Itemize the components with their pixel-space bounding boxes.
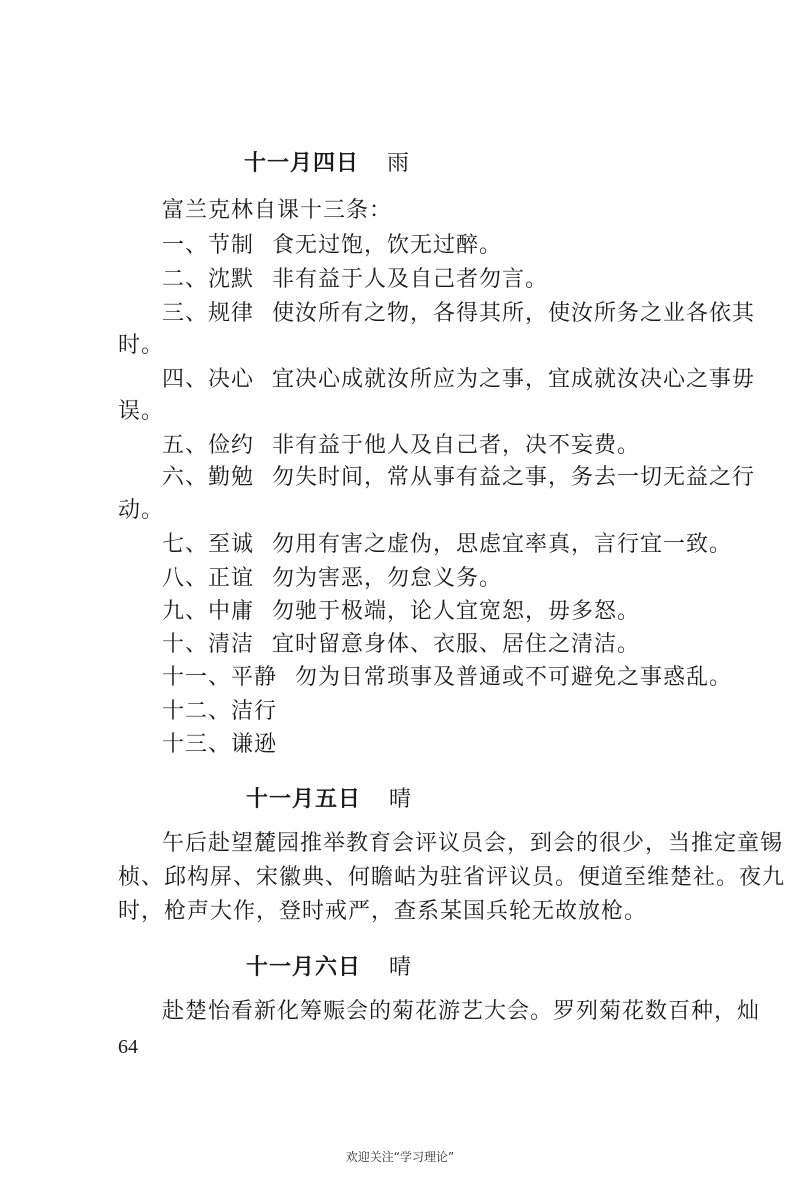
virtue-desc: 食无过饱，饮无过醉。 xyxy=(272,233,503,258)
virtue-desc: 非有益于人及自己者勿言。 xyxy=(272,267,549,292)
virtue-item xyxy=(162,660,732,691)
virtue-item xyxy=(162,727,277,758)
virtue-label: 六、勤勉 xyxy=(162,465,255,490)
virtue-desc: 勿失时间，常从事有益之事，务去一切无益之行 xyxy=(272,465,756,490)
virtue-desc: 勿为害恶，勿怠义务。 xyxy=(272,566,503,591)
virtue-item xyxy=(162,594,640,625)
virtue-item xyxy=(162,561,502,592)
virtue-continuation: 动。 xyxy=(118,498,165,523)
virtue-continuation: 时。 xyxy=(118,333,165,358)
virtue-continuation: 误。 xyxy=(118,399,165,424)
virtue-item xyxy=(162,296,755,327)
paragraph-line: 午后赴望麓园推举教育会评议员会，到会的很少，当推定童锡 xyxy=(162,831,784,856)
entry-date: 十一月四日 xyxy=(244,150,360,176)
entry-heading-nov-6 xyxy=(246,950,412,981)
entry-heading-nov-5 xyxy=(246,782,412,813)
virtue-desc: 非有益于他人及自己者，决不妄费。 xyxy=(272,433,641,458)
virtue-desc: 勿用有害之虚伪，思虑宜率真，言行宜一致。 xyxy=(272,532,733,557)
virtue-item xyxy=(162,460,755,491)
virtue-label: 八、正谊 xyxy=(162,566,255,591)
virtue-item xyxy=(162,527,732,558)
virtue-label: 一、节制 xyxy=(162,233,255,258)
virtue-label: 四、决心 xyxy=(162,367,255,392)
virtue-item xyxy=(162,362,755,393)
virtue-label: 二、沈默 xyxy=(162,267,255,292)
virtue-item xyxy=(162,262,548,293)
virtue-item xyxy=(162,228,502,259)
virtue-label: 七、至诚 xyxy=(162,532,255,557)
virtue-label: 十一、平静 xyxy=(162,665,278,690)
virtue-label: 十、清洁 xyxy=(162,632,255,657)
virtue-item xyxy=(162,428,640,459)
virtue-label: 五、俭约 xyxy=(162,433,255,458)
footer-note: 欢迎关注“学习理论” xyxy=(345,1150,455,1164)
virtue-item xyxy=(162,694,277,725)
entry-weather: 晴 xyxy=(389,955,413,980)
virtue-desc: 勿驰于极端，论人宜宽恕，毋多怒。 xyxy=(272,599,641,624)
page-number: 64 xyxy=(118,1036,138,1058)
virtue-label: 九、中庸 xyxy=(162,599,255,624)
paragraph-line: 赴楚怡看新化筹赈会的菊花游艺大会。罗列菊花数百种，灿 xyxy=(162,999,761,1024)
virtue-label: 十三、谦逊 xyxy=(162,732,278,757)
virtue-desc: 勿为日常琐事及普通或不可避免之事惑乱。 xyxy=(295,665,733,690)
entry-weather: 晴 xyxy=(389,787,413,812)
paragraph-line: 时，枪声大作，登时戒严，查系某国兵轮无故放枪。 xyxy=(118,899,648,924)
virtue-label: 三、规律 xyxy=(162,301,255,326)
entry-heading-nov-4 xyxy=(244,146,410,177)
entry-date: 十一月六日 xyxy=(246,954,362,980)
virtue-desc: 宜决心成就汝所应为之事，宜成就汝决心之事毋 xyxy=(272,367,756,392)
virtue-item xyxy=(162,627,640,658)
entry-intro: 富兰克林自课十三条： xyxy=(162,198,393,223)
virtue-label: 十二、洁行 xyxy=(162,699,278,724)
virtue-desc: 使汝所有之物，各得其所，使汝所务之业各依其 xyxy=(272,301,756,326)
entry-date: 十一月五日 xyxy=(246,786,362,812)
virtue-desc: 宜时留意身体、衣服、居住之清洁。 xyxy=(272,632,641,657)
paragraph-line: 桢、邱构屏、宋徽典、何瞻岵为驻省评议员。便道至维楚社。夜九 xyxy=(118,865,786,890)
entry-weather: 雨 xyxy=(387,151,411,176)
